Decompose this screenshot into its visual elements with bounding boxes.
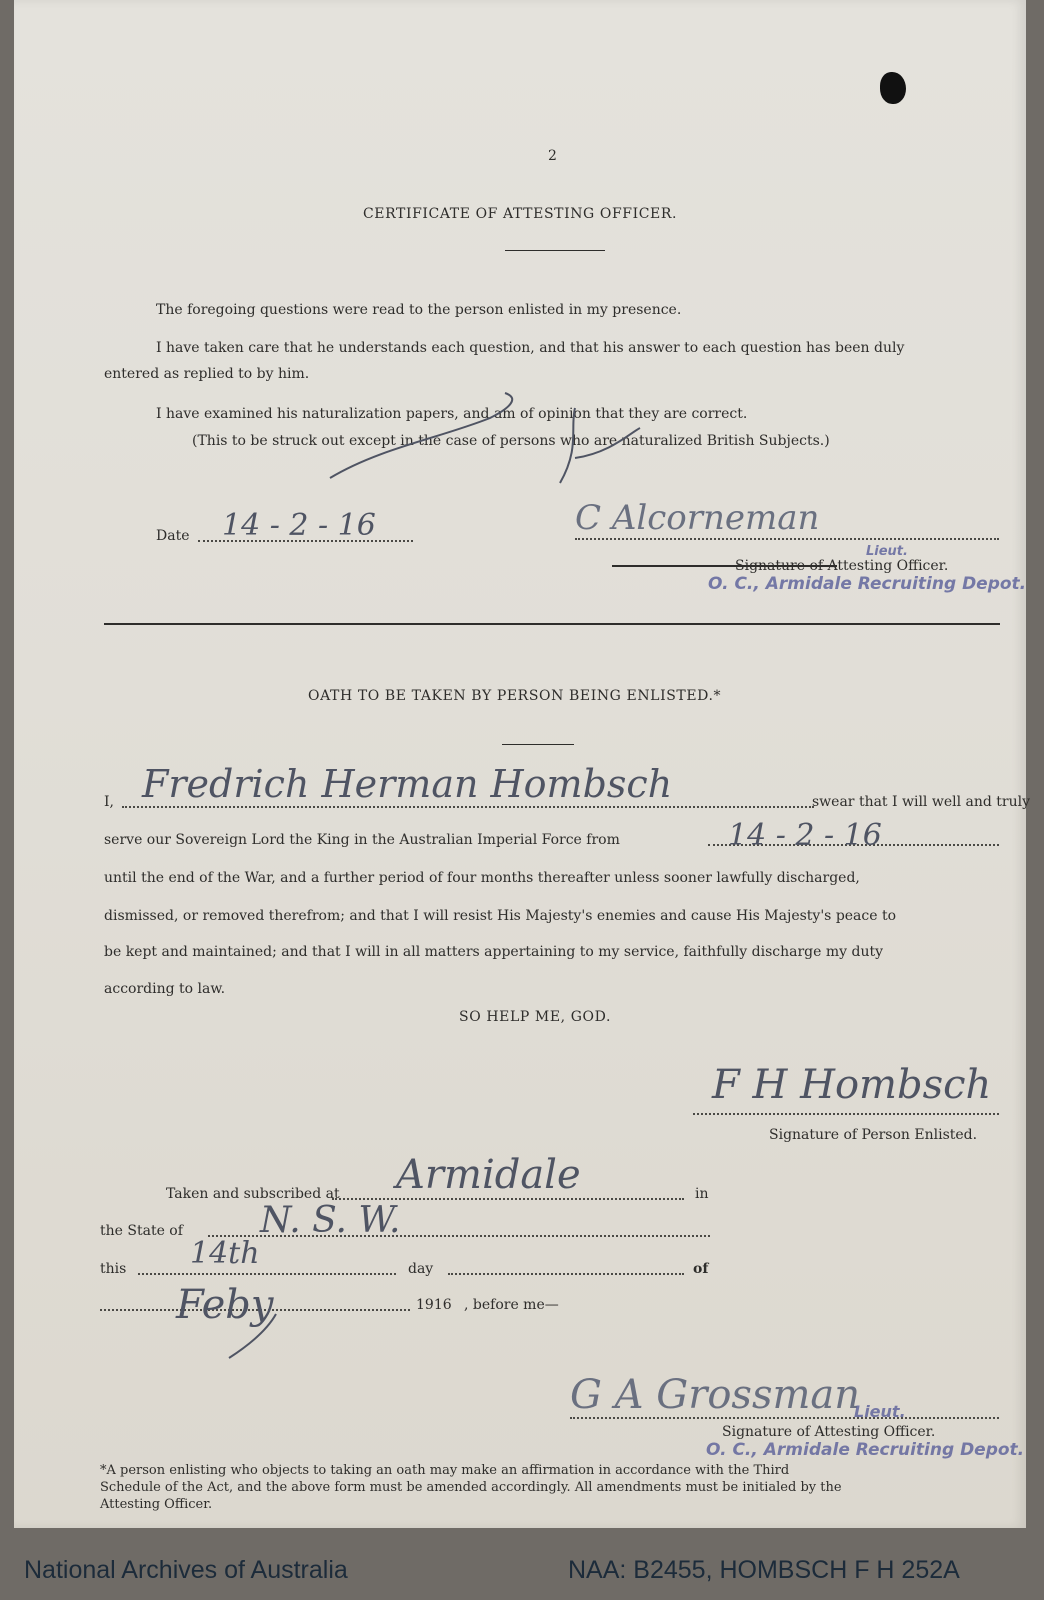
signature-label-1: Signature of Attesting Officer. xyxy=(735,558,949,574)
certificate-line-2b: entered as replied to by him. xyxy=(104,366,310,382)
oath-closing: SO HELP ME, GOD. xyxy=(459,1009,612,1025)
archive-name: National Archives of Australia xyxy=(24,1556,348,1584)
officer-signature-line xyxy=(575,538,999,540)
punch-hole xyxy=(880,72,906,104)
month-handwritten: Feby xyxy=(176,1282,274,1328)
date-label: Date xyxy=(156,528,190,544)
in-label: in xyxy=(695,1186,709,1202)
oath-line-3: until the end of the War, and a further period of four months thereafter unless sooner lawfully discharged, xyxy=(104,870,860,886)
oath-line-6: according to law. xyxy=(104,981,226,997)
oath-line-1: swear that I will well and truly xyxy=(812,794,1031,810)
certificate-line-4: (This to be struck out except in the case of persons who are naturalized British Subjects.) xyxy=(192,433,830,449)
stamp-rank-1: Lieut. xyxy=(866,544,908,559)
place-handwritten: Armidale xyxy=(396,1152,581,1198)
archive-reference: NAA: B2455, HOMBSCH F H 252A xyxy=(568,1556,960,1584)
oath-line-2: serve our Sovereign Lord the King in the Australian Imperial Force from xyxy=(104,832,620,848)
of-dotted-line xyxy=(448,1273,684,1275)
certificate-line-3: I have examined his naturalization papers, and am of opinion that they are correct. xyxy=(156,406,748,422)
this-label: this xyxy=(100,1261,127,1277)
title-underline xyxy=(505,250,605,251)
pencil-stroke xyxy=(226,1312,286,1362)
recruiting-depot-stamp-1: O. C., Armidale Recruiting Depot. xyxy=(708,574,1027,594)
oath-line-4: dismissed, or removed therefrom; and that I will resist His Majesty's enemies and cause His Majesty's peace to xyxy=(104,908,897,924)
year-label: 1916 xyxy=(416,1297,452,1313)
day-handwritten: 14th xyxy=(190,1236,260,1271)
oath-line-5: be kept and maintained; and that I will in all matters appertaining to my service, faithfully discharge my duty xyxy=(104,944,884,960)
attesting-officer-signature-1: C Alcorneman xyxy=(575,498,820,538)
footnote-line-3: Attesting Officer. xyxy=(100,1497,213,1512)
taken-label: Taken and subscribed at xyxy=(166,1186,340,1202)
of-label: of xyxy=(693,1261,709,1277)
stamp-rank-2: Lieut. xyxy=(854,1402,906,1421)
certificate-line-2a: I have taken care that he understands each question, and that his answer to each question has been duly xyxy=(156,340,905,356)
oath-title-underline xyxy=(502,744,574,745)
from-date-handwritten: 14 - 2 - 16 xyxy=(728,818,882,853)
signature-label-2: Signature of Attesting Officer. xyxy=(722,1424,936,1440)
enlisted-signature-line xyxy=(693,1113,999,1115)
before-me-label: , before me— xyxy=(464,1297,559,1313)
state-handwritten: N. S. W. xyxy=(260,1200,401,1241)
enlisted-signature-label: Signature of Person Enlisted. xyxy=(769,1127,978,1143)
oath-title: OATH TO BE TAKEN BY PERSON BEING ENLISTED.* xyxy=(308,688,722,704)
certificate-line-1: The foregoing questions were read to the person enlisted in my presence. xyxy=(156,302,682,318)
page-number: 2 xyxy=(548,148,557,164)
section-divider xyxy=(104,623,1000,625)
state-label: the State of xyxy=(100,1223,183,1239)
footnote-line-2: Schedule of the Act, and the above form must be amended accordingly. All amendments must be initialed by the xyxy=(100,1480,842,1495)
attesting-officer-signature-2: G A Grossman xyxy=(570,1372,861,1418)
name-dotted-line xyxy=(122,806,814,808)
day-label: day xyxy=(408,1261,434,1277)
oath-i-label: I, xyxy=(104,794,114,810)
strike-through-scribble xyxy=(320,388,650,488)
date-handwritten: 14 - 2 - 16 xyxy=(222,508,376,543)
recruiting-depot-stamp-2: O. C., Armidale Recruiting Depot. xyxy=(706,1440,1025,1460)
day-dotted-line xyxy=(138,1273,396,1275)
enlistee-name-handwritten: Fredrich Herman Hombsch xyxy=(142,762,673,806)
footnote-line-1: *A person enlisting who objects to taking an oath may make an affirmation in accordance with the Third xyxy=(100,1463,790,1478)
certificate-title: CERTIFICATE OF ATTESTING OFFICER. xyxy=(363,206,678,222)
enlisted-person-signature: F H Hombsch xyxy=(712,1062,992,1108)
